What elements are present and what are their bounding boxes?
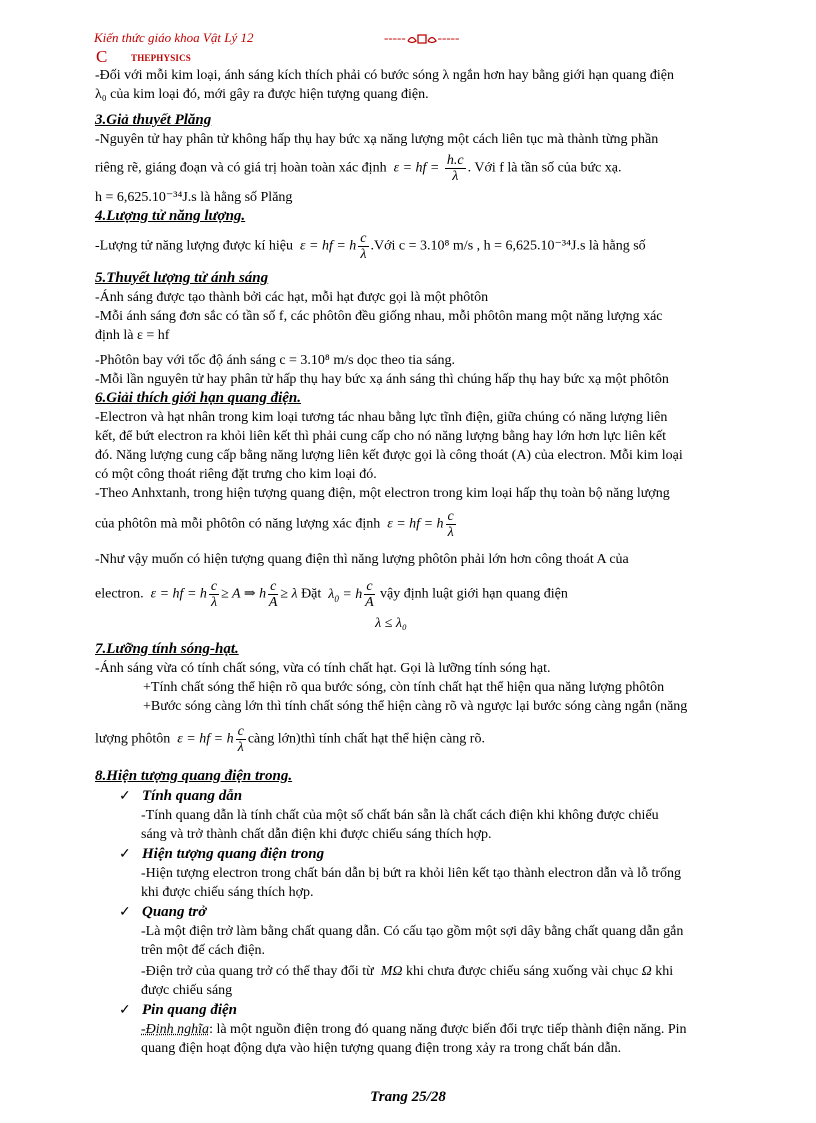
s6-line8 [95,579,767,610]
s4-line1-end: .Với c = 3.10⁸ m/s , h = 6,625.10⁻³⁴J.s là hằng số [370,238,646,254]
s6-line1: -Electron và hạt nhân trong kim loại tương tác nhau bằng lực tĩnh điện, giữa chúng có năng lượng liên [95,410,668,425]
checkmark-icon: ✓ [119,789,131,804]
checkmark-icon: ✓ [119,905,131,920]
s6-line6-text: của phôtôn mà mỗi phôtôn có năng lượng xác định [95,516,381,532]
planck-formula: ε = hf = [390,160,440,176]
header-ornament [384,30,459,46]
s6-line4: có một công thoát riêng đặt trưng cho kim loại đó. [95,467,377,482]
threshold-fraction2: $\frac{c}{A}$ [268,579,278,610]
s6-line8-text: electron. [95,586,144,602]
subsection-photoresistor [95,903,767,922]
header-dashes-right: ----- [437,30,460,45]
s7-line3: +Bước sóng càng lớn thì tính chất sóng thể hiện càng rõ và ngược lại bước sóng càng ngắn (năng [143,699,688,714]
duality-fraction: $\frac{c}{\lambda}$ [237,724,244,755]
s6-line5: -Theo Anhxtanh, trong hiện tượng quang điện, một electron trong kim loại hấp thụ toàn bộ năng lượng [95,486,670,501]
section7-title: 7.Lưỡng tính sóng-hạt. [95,641,239,657]
s8b-line1: -Hiện tượng electron trong chất bán dẫn bị bứt ra khỏi liên kết tạo thành electron dẫn và lỗ trống [141,866,682,881]
s7-line2: +Tính chất sóng thể hiện rõ qua bước sóng, còn tính chất hạt thể hiện qua năng lượng phôtôn [143,680,665,695]
s8d-line1-text: : là một nguồn điện trong đó quang năng được biến đổi trực tiếp thành điện năng. Pin [209,1022,687,1037]
s8a-line1: -Tính quang dẫn là tính chất của một số chất bán sẵn là chất cách điện khi không được chiếu [141,808,659,823]
s5-line5: -Mỗi lần nguyên tử hay phân tử hấp thụ hay bức xạ ánh sáng thì chúng hấp thụ hay bức xạ một phôtôn [95,372,669,387]
s8c-line2: trên một đế cách điện. [141,943,266,958]
threshold-formula: ε = hf = h [147,586,207,602]
photon-energy-formula: ε = hf = h [383,516,444,532]
checkmark-icon: ✓ [119,1003,131,1018]
duality-formula: ε = hf = h [173,731,234,747]
s6-line8-set: Đặt [301,586,322,602]
subsection-internal-photoeffect [95,845,767,864]
subsection-photoconductivity [95,787,767,806]
s8c-line3-end: khi [655,964,674,979]
threshold-fraction1: $\frac{c}{\lambda}$ [210,579,218,610]
header-dashes-left: ----- [384,30,406,45]
s4-line1 [95,231,767,262]
s5-line1: -Ánh sáng được tạo thành bởi các hạt, mỗi hạt được gọi là một phôtôn [95,290,489,305]
photon-energy-fraction: $\frac{c}{\lambda}$ [447,509,454,540]
page-body [95,66,767,1058]
s6-line3: đó. Năng lượng cung cấp bằng năng lượng liên kết được gọi là công thoát (A) của electron. Mỗi kim loại [95,448,683,463]
s8b-line2: khi được chiếu sáng thích hợp. [141,885,314,900]
s7-line4 [95,724,767,755]
section3-title: 3.Giả thuyết Plăng [95,112,212,128]
s7-line4-end: càng lớn)thì tính chất hạt thể hiện càng rõ. [247,731,485,747]
checkmark-icon: ✓ [119,847,131,862]
s6-line2: kết, để bứt electron ra khỏi liên kết thì phải cung cấp cho nó năng lượng bằng hay lớn hơn lực liên kết [95,429,666,444]
header-subject: Kiến thức giáo khoa Vật Lý 12 [94,30,254,45]
s4-line1-text: -Lượng tử năng lượng được kí hiệu [95,238,293,254]
section5-title: 5.Thuyết lượng tử ánh sáng [95,270,269,286]
section4-title: 4.Lượng tử năng lượng. [95,208,246,224]
threshold-relation: ≥ A ⇒ h [221,586,267,602]
s8c-line3-mid: khi chưa được chiếu sáng xuống vài chục [406,964,639,979]
s0-line2: λ₀ của kim loại đó, mới gây ra được hiện tượng quang điện. [95,87,429,102]
s8c-line1: -Là một điện trở làm bằng chất quang dẫn. Có cấu tạo gồm một sợi dây bằng chất quang dẫn gắn [141,924,684,939]
subsection-title: Pin quang điện [142,1002,238,1018]
s3-line2-end: . Với f là tần số của bức xạ. [467,160,622,176]
quantum-formula: ε = hf = h [296,238,357,254]
threshold-inequality: ≥ λ [280,586,302,602]
definition-label: -Định nghĩa [141,1022,210,1037]
subsection-title: Tính quang dẫn [142,788,243,804]
s5-line4: -Phôtôn bay với tốc độ ánh sáng c = 3.10⁸ m/s dọc theo tia sáng. [95,353,456,368]
s6-line8-end: vậy định luật giới hạn quang điện [380,586,568,602]
photoelectric-law: λ ≤ λ₀ [375,616,407,631]
s8d-line1 [95,1020,767,1039]
page-number: Trang 25/28 [370,1089,446,1105]
s0-line1: -Đối với mỗi kim loại, ánh sáng kích thích phải có bước sóng λ ngắn hơn hay bằng giới hạn quang điện [95,68,674,83]
subsection-photocell [95,1001,767,1020]
ornament-icon [406,33,438,45]
s8c-line3 [95,962,767,981]
s3-line2-text: riêng rẽ, giáng đoạn và có giá trị hoàn toàn xác định [95,160,387,176]
header-thephysics: THEPHYSICS [131,53,192,63]
s6-line6 [95,509,767,540]
s8d-line2: quang điện hoạt động dựa vào hiện tượng quang điện trong xảy ra trong chất bán dẫn. [141,1041,622,1056]
s8c-line4: được chiếu sáng [141,983,233,998]
subsection-title: Hiện tượng quang điện trong [142,846,325,862]
s3-line3: h = 6,625.10⁻³⁴J.s là hằng số Plăng [95,190,293,205]
lambda0-formula: $\lambda_0 = h$ [324,586,363,604]
s7-line4-text: lượng phôtôn [95,731,171,747]
subsection-title: Quang trở [142,904,207,920]
section6-title: 6.Giải thích giới hạn quang điện. [95,390,302,406]
s5-line3: định là ε = hf [95,328,170,343]
ohm-symbol: Ω [638,964,656,979]
megaohm-symbol: MΩ [377,964,407,979]
s3-line2 [95,153,767,184]
header-c-letter: C [96,47,108,66]
lambda0-fraction: $\frac{c}{A}$ [365,579,374,610]
s8c-line3-text: -Điện trở của quang trở có thể thay đổi từ [141,964,374,979]
s6-line7: -Như vậy muốn có hiện tượng quang điện thì năng lượng phôtôn phải lớn hơn công thoát A của [95,552,629,567]
planck-fraction: $\frac{h.c}{\lambda}$ [446,153,464,184]
s8a-line2: sáng và trở thành chất dẫn điện khi được chiếu sáng thích hợp. [141,827,492,842]
s7-line1: -Ánh sáng vừa có tính chất sóng, vừa có tính chất hạt. Gọi là lưỡng tính sóng hạt. [95,661,551,676]
section8-title: 8.Hiện tượng quang điện trong. [95,768,293,784]
s5-line2: -Mỗi ánh sáng đơn sắc có tần số f, các phôtôn đều giống nhau, mỗi phôtôn mang một năng lượng xác [95,309,663,324]
s3-line1: -Nguyên tử hay phân tử không hấp thụ hay bức xạ năng lượng một cách liên tục mà thành từng phần [95,132,659,147]
quantum-fraction: $\frac{c}{\lambda}$ [360,231,367,262]
